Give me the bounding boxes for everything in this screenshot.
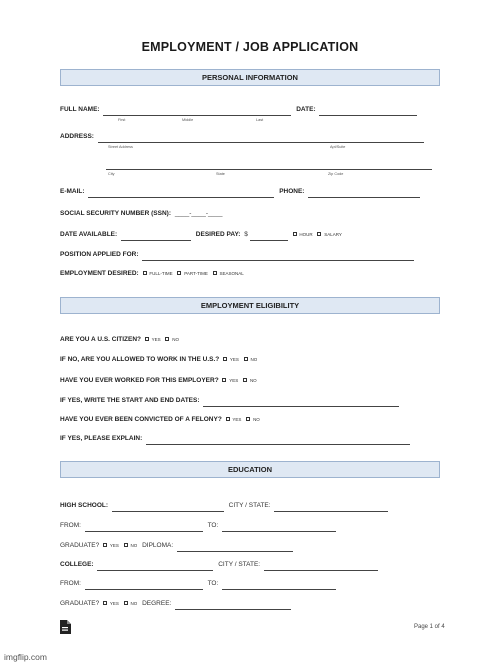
college-graduate-yes-checkbox[interactable]	[103, 601, 107, 605]
seasonal-checkbox[interactable]	[213, 271, 217, 275]
dates-row	[60, 395, 440, 407]
date-field[interactable]	[319, 107, 417, 116]
address-row	[60, 131, 440, 143]
high-school-to-field[interactable]	[222, 523, 336, 532]
date-available-label: DATE AVAILABLE:	[60, 231, 118, 238]
high-school-graduate-no-label: NO	[130, 543, 138, 548]
college-graduate-row	[60, 598, 440, 610]
dates-field[interactable]	[203, 398, 399, 407]
work-allowed-no-label: NO	[250, 357, 258, 362]
pay-salary-checkbox[interactable]	[317, 232, 321, 236]
first-name-hint: First	[118, 118, 126, 122]
last-name-hint: Last	[256, 118, 264, 122]
pay-currency: $	[244, 231, 248, 238]
page-number: Page 1 of 4	[414, 624, 445, 630]
middle-name-hint: Middle	[182, 118, 194, 122]
college-from-field[interactable]	[85, 581, 203, 590]
zip-code-hint: Zip Code	[328, 172, 344, 176]
full-name-label: FULL NAME:	[60, 106, 100, 113]
section-employment-eligibility: EMPLOYMENT ELIGIBILITY	[60, 297, 440, 314]
felony-label: HAVE YOU EVER BEEN CONVICTED OF A FELONY?	[60, 416, 222, 423]
explain-field[interactable]	[146, 436, 410, 445]
felony-no-label: NO	[253, 417, 260, 422]
pay-hour-label: HOUR	[299, 232, 313, 237]
citizen-yes-checkbox[interactable]	[145, 337, 149, 341]
apt-suite-hint: Apt/Suite	[330, 145, 346, 149]
position-label: POSITION APPLIED FOR:	[60, 251, 139, 258]
high-school-to-label: TO:	[207, 522, 219, 529]
work-allowed-label: IF NO, ARE YOU ALLOWED TO WORK IN THE U.S.?	[60, 356, 220, 363]
high-school-graduate-yes-checkbox[interactable]	[103, 543, 107, 547]
worked-before-no-label: NO	[249, 378, 257, 383]
date-available-field[interactable]	[121, 232, 191, 241]
high-school-graduate-no-checkbox[interactable]	[124, 543, 128, 547]
phone-field[interactable]	[308, 189, 420, 198]
felony-row	[60, 414, 440, 426]
desired-pay-label: DESIRED PAY:	[195, 231, 241, 238]
worked-before-yes-checkbox[interactable]	[222, 378, 226, 382]
high-school-from-label: FROM:	[60, 522, 81, 529]
work-allowed-no-checkbox[interactable]	[244, 357, 248, 361]
email-phone-row	[60, 186, 440, 198]
pay-salary-label: SALARY	[324, 232, 342, 237]
college-from-label: FROM:	[60, 580, 81, 587]
citizen-label: ARE YOU A U.S. CITIZEN?	[60, 336, 142, 343]
college-graduate-yes-label: YES	[109, 601, 119, 606]
explain-label: IF YES, PLEASE EXPLAIN:	[60, 435, 143, 442]
college-graduate-no-label: NO	[130, 601, 138, 606]
street-address-hint: Street Address	[108, 145, 133, 149]
section-personal-information: PERSONAL INFORMATION	[60, 69, 440, 86]
seasonal-label: SEASONAL	[219, 271, 244, 276]
employment-desired-row	[60, 268, 440, 280]
diploma-label: DIPLOMA:	[142, 542, 174, 549]
high-school-dates-row	[60, 520, 440, 532]
full-time-checkbox[interactable]	[143, 271, 147, 275]
high-school-graduate-yes-label: YES	[109, 543, 119, 548]
high-school-graduate-row	[60, 540, 440, 552]
worked-before-label: HAVE YOU EVER WORKED FOR THIS EMPLOYER?	[60, 377, 219, 384]
dates-label: IF YES, WRITE THE START AND END DATES:	[60, 397, 200, 404]
felony-yes-label: YES	[232, 417, 242, 422]
high-school-row	[60, 500, 440, 512]
explain-row	[60, 433, 440, 445]
city-state-zip-field[interactable]	[106, 161, 432, 170]
position-row	[60, 249, 440, 261]
high-school-graduate-label: GRADUATE?	[60, 542, 100, 549]
part-time-checkbox[interactable]	[177, 271, 181, 275]
date-label: DATE:	[296, 106, 316, 113]
degree-field[interactable]	[175, 601, 291, 610]
citizen-no-checkbox[interactable]	[165, 337, 169, 341]
work-allowed-yes-checkbox[interactable]	[223, 357, 227, 361]
address-label: ADDRESS:	[60, 133, 94, 140]
college-dates-row	[60, 578, 440, 590]
full-time-label: FULL-TIME	[149, 271, 173, 276]
full-name-row	[60, 104, 440, 116]
section-education: EDUCATION	[60, 461, 440, 478]
availability-pay-row	[60, 229, 440, 241]
college-field[interactable]	[97, 562, 213, 571]
part-time-label: PART-TIME	[184, 271, 208, 276]
work-allowed-row	[60, 354, 440, 366]
email-label: E-MAIL:	[60, 188, 85, 195]
high-school-city-state-field[interactable]	[274, 503, 388, 512]
college-label: COLLEGE:	[60, 561, 94, 568]
felony-no-checkbox[interactable]	[246, 417, 250, 421]
street-address-field[interactable]	[98, 134, 424, 143]
work-allowed-yes-label: YES	[229, 357, 239, 362]
degree-label: DEGREE:	[142, 600, 172, 607]
worked-before-yes-label: YES	[229, 378, 239, 383]
citizen-no-label: NO	[172, 337, 180, 342]
high-school-field[interactable]	[112, 503, 224, 512]
state-hint: State	[216, 172, 225, 176]
full-name-field[interactable]	[103, 107, 291, 116]
desired-pay-field[interactable]	[250, 232, 288, 241]
college-to-label: TO:	[207, 580, 219, 587]
ssn-label: SOCIAL SECURITY NUMBER (SSN):	[60, 210, 171, 217]
felony-yes-checkbox[interactable]	[226, 417, 230, 421]
citizen-row	[60, 334, 440, 346]
college-row	[60, 559, 440, 571]
position-field[interactable]	[142, 252, 414, 261]
college-graduate-no-checkbox[interactable]	[124, 601, 128, 605]
email-field[interactable]	[88, 189, 274, 198]
citizen-yes-label: YES	[151, 337, 161, 342]
ssn-field[interactable]: ____-____-____	[174, 210, 223, 217]
college-city-state-field[interactable]	[264, 562, 378, 571]
phone-label: PHONE:	[279, 188, 305, 195]
college-graduate-label: GRADUATE?	[60, 600, 100, 607]
city-hint: City	[108, 172, 115, 176]
worked-before-row	[60, 375, 440, 387]
diploma-field[interactable]	[177, 543, 293, 552]
pay-hour-checkbox[interactable]	[293, 232, 297, 236]
ssn-row	[60, 208, 440, 220]
college-to-field[interactable]	[222, 581, 336, 590]
college-city-state-label: CITY / STATE:	[218, 561, 261, 568]
employment-desired-label: EMPLOYMENT DESIRED:	[60, 270, 139, 277]
city-state-zip-row	[106, 158, 440, 170]
watermark: imgflip.com	[4, 652, 47, 662]
document-logo-icon	[59, 620, 71, 634]
high-school-from-field[interactable]	[85, 523, 203, 532]
high-school-city-state-label: CITY / STATE:	[228, 502, 271, 509]
worked-before-no-checkbox[interactable]	[243, 378, 247, 382]
high-school-label: HIGH SCHOOL:	[60, 502, 109, 509]
form-title: EMPLOYMENT / JOB APPLICATION	[141, 40, 359, 54]
